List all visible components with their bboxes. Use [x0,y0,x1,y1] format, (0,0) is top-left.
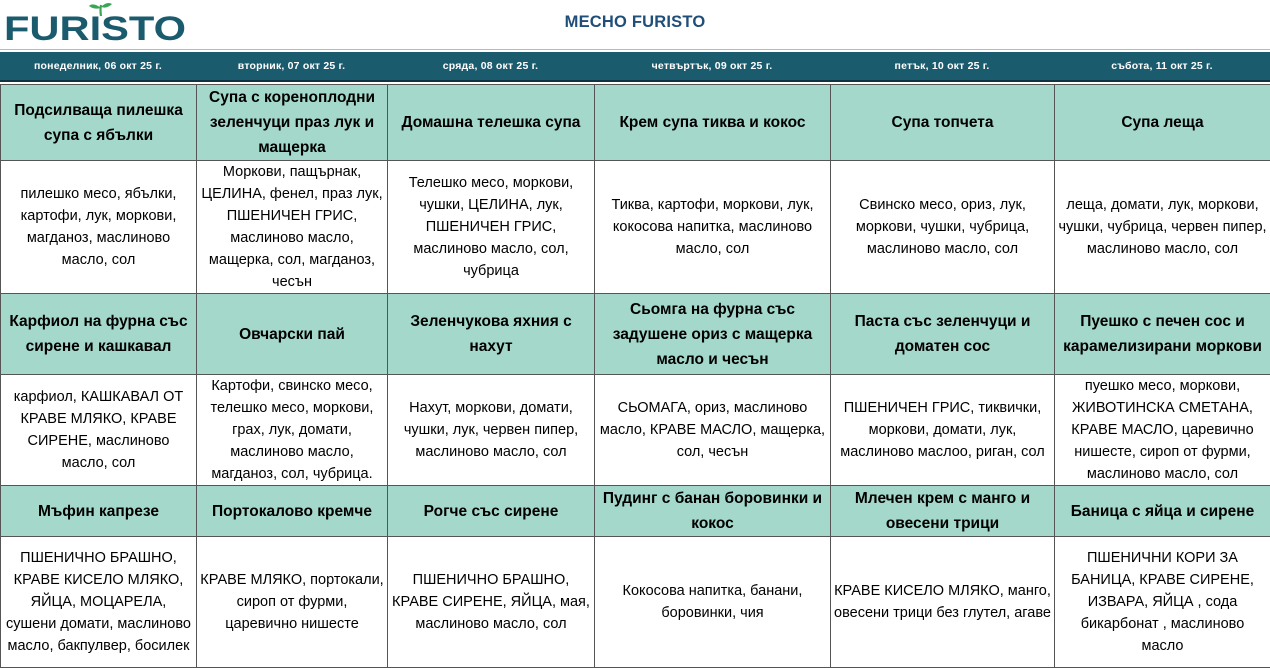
dish-name: Сьомга на фурна със задушене ориз с мащерка масло и чесън [595,294,831,375]
day-header: събота, 11 окт 25 г. [1054,52,1270,80]
page-header [0,0,1270,50]
dish-name: Домашна телешка супа [388,85,595,161]
ingredients-row [1,375,1270,486]
dish-name: Супа леща [1055,85,1270,161]
dish-name: Супа топчета [831,85,1055,161]
day-header: сряда, 08 окт 25 г. [387,52,594,80]
dish-row [1,294,1270,375]
ingredients-cell: Свинско месо, ориз, лук, моркови, чушки, чубрица, маслиново масло, сол [831,161,1055,294]
dish-name: Пуешко с печен сос и карамелизирани моркови [1055,294,1270,375]
ingredients-cell: пилешко месо, ябълки, картофи, лук, моркови, магданоз, маслиново масло, сол [1,161,197,294]
day-header: понеделник, 06 окт 25 г. [0,52,196,80]
dish-name: Портокалово кремче [197,486,388,537]
ingredients-cell: Моркови, пащърнак, ЦЕЛИНА, фенел, праз лук, ПШЕНИЧЕН ГРИС, маслиново масло, мащерка, сол, магданоз, чесън [197,161,388,294]
page-title: МЕСНО FURISTO [0,13,1270,32]
ingredients-cell: ПШЕНИЧНО БРАШНО, КРАВЕ СИРЕНЕ, ЯЙЦА, мая, маслиново масло, сол [388,537,595,668]
dish-name: Паста със зеленчуци и доматен сос [831,294,1055,375]
ingredients-cell: Телешко месо, моркови, чушки, ЦЕЛИНА, лук, ПШЕНИЧЕН ГРИС, маслиново масло, сол, чубрица [388,161,595,294]
ingredients-cell: ПШЕНИЧЕН ГРИС, тиквички, моркови, домати, лук, маслиново маслоо, риган, сол [831,375,1055,486]
logo-text: FURISTO [4,10,186,44]
ingredients-cell: СЬОМАГА, ориз, маслиново масло, КРАВЕ МАСЛО, мащерка, сол, чесън [595,375,831,486]
dish-name: Овчарски пай [197,294,388,375]
ingredients-cell: Кокосова напитка, банани, боровинки, чия [595,537,831,668]
ingredients-cell: пуешко месо, моркови, ЖИВОТИНСКА СМЕТАНА, КРАВЕ МАСЛО, царевично нишесте, сироп от фурми, маслиново масло, сол [1055,375,1270,486]
dish-name: Карфиол на фурна със сирене и кашкавал [1,294,197,375]
ingredients-cell: леща, домати, лук, моркови, чушки, чубрица, червен пипер, маслиново масло, сол [1055,161,1270,294]
day-header: вторник, 07 окт 25 г. [196,52,387,80]
ingredients-cell: карфиол, КАШКАВАЛ ОТ КРАВЕ МЛЯКО, КРАВЕ СИРЕНЕ, маслиново масло, сол [1,375,197,486]
dish-name: Супа с кореноплодни зеленчуци праз лук и мащерка [197,85,388,161]
dish-name: Подсилваща пилешка супа с ябълки [1,85,197,161]
ingredients-cell: КРАВЕ МЛЯКО, портокали, сироп от фурми, царевично нишесте [197,537,388,668]
menu-table [0,84,1270,668]
dish-name: Пудинг с банан боровинки и кокос [595,486,831,537]
dish-name: Рогче със сирене [388,486,595,537]
dish-row [1,486,1270,537]
day-header: петък, 10 окт 25 г. [830,52,1054,80]
day-header-bar [0,52,1270,82]
dish-name: Зеленчукова яхния с нахут [388,294,595,375]
day-header: четвъртък, 09 окт 25 г. [594,52,830,80]
ingredients-cell: КРАВЕ КИСЕЛО МЛЯКО, манго, овесени трици без глутел, агаве [831,537,1055,668]
dish-row [1,85,1270,161]
ingredients-cell: ПШЕНИЧНО БРАШНО, КРАВЕ КИСЕЛО МЛЯКО, ЯЙЦА, МОЦАРЕЛА, сушени домати, маслиново масло, бакпулвер, босилек [1,537,197,668]
dish-name: Баница с яйца и сирене [1055,486,1270,537]
ingredients-row [1,537,1270,668]
dish-name: Крем супа тиква и кокос [595,85,831,161]
ingredients-cell: ПШЕНИЧНИ КОРИ ЗА БАНИЦА, КРАВЕ СИРЕНЕ, ИЗВАРА, ЯЙЦА , сода бикарбонат , маслиново масло [1055,537,1270,668]
ingredients-cell: Нахут, моркови, домати, чушки, лук, червен пипер, маслиново масло, сол [388,375,595,486]
ingredients-cell: Картофи, свинско месо, телешко месо, моркови, грах, лук, домати, маслиново масло, магданоз, сол, чубрица. [197,375,388,486]
ingredients-row [1,161,1270,294]
dish-name: Мъфин капрезе [1,486,197,537]
ingredients-cell: Тиква, картофи, моркови, лук, кокосова напитка, маслиново масло, сол [595,161,831,294]
dish-name: Млечен крем с манго и овесени трици [831,486,1055,537]
